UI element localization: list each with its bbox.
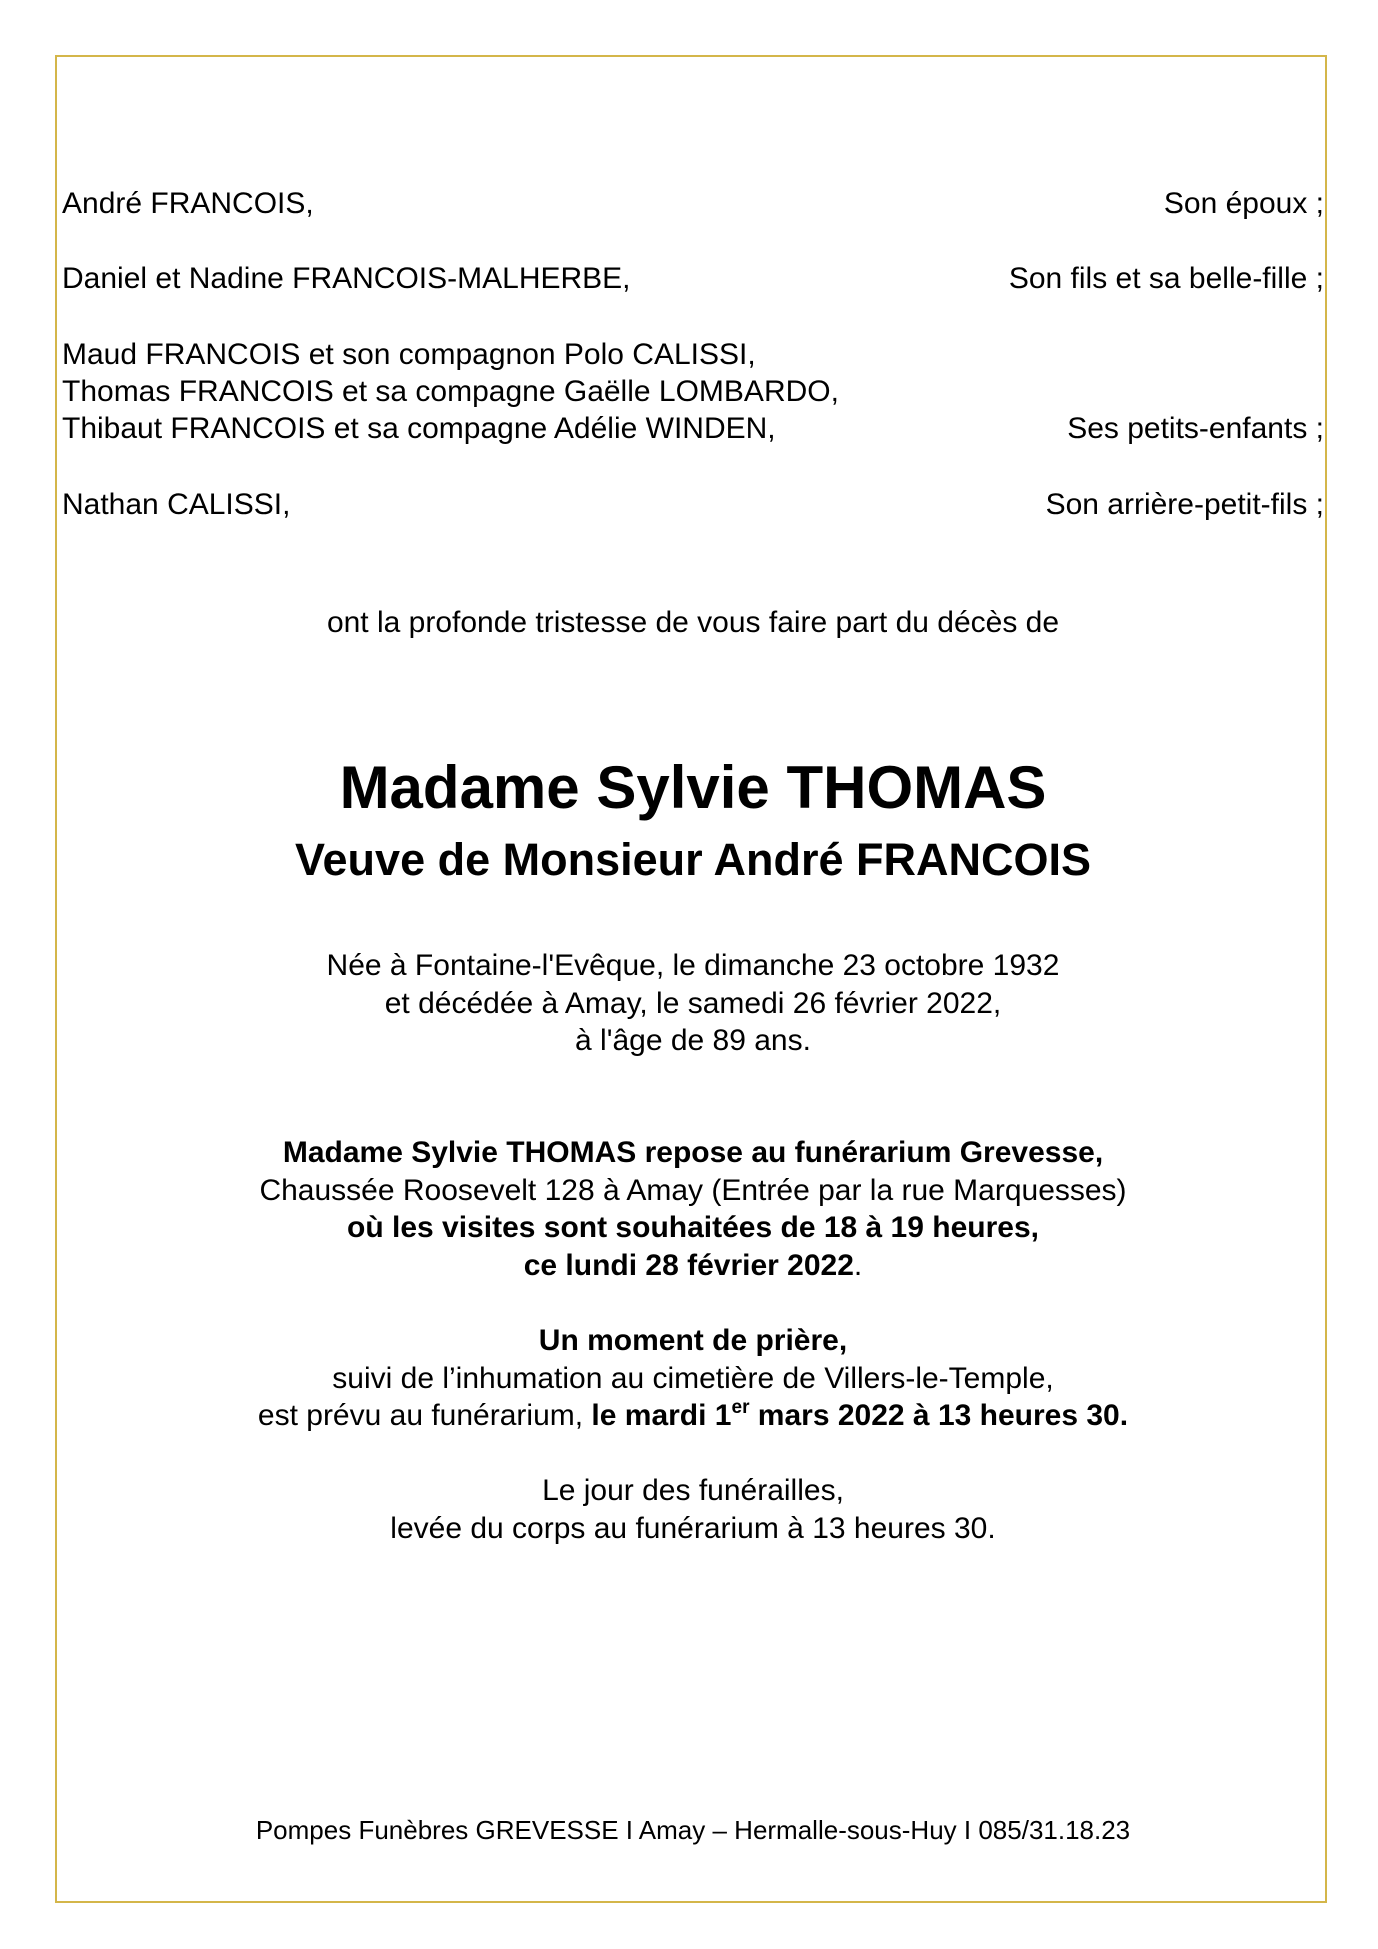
prayer-block: Un moment de prière, suivi de l’inhumation au cimetière de Villers-le-Temple, est prévu au funérarium, le mardi 1er mars 2022 à 13 heures 30. bbox=[257, 1324, 1129, 1432]
family-names: Maud FRANCOIS et son compagnon Polo CALISSI, Thomas FRANCOIS et sa compagne Gaëlle LOMBARDO, Thibaut FRANCOIS et sa compagne Adélie WINDEN, bbox=[62, 338, 839, 445]
family-relation: Ses petits-enfants ; bbox=[1067, 412, 1324, 445]
family-row-grandchildren bbox=[62, 336, 1324, 447]
announcement-intro: ont la profonde tristesse de vous faire part du décès de bbox=[326, 606, 1060, 639]
family-relation: Son fils et sa belle-fille ; bbox=[1008, 262, 1324, 295]
family-names: Daniel et Nadine FRANCOIS-MALHERBE, bbox=[62, 262, 631, 295]
family-row-spouse bbox=[62, 185, 1324, 222]
family-names: André FRANCOIS, bbox=[62, 187, 314, 220]
deceased-name: Madame Sylvie THOMAS bbox=[339, 754, 1047, 821]
funeral-home-footer: Pompes Funèbres GREVESSE I Amay – Hermalle-sous-Huy I 085/31.18.23 bbox=[255, 1815, 1131, 1845]
family-relation: Son époux ; bbox=[1163, 187, 1324, 220]
family-row-great-grandchild bbox=[62, 486, 1324, 523]
funeral-day-block: Le jour des funérailles, levée du corps au funérarium à 13 heures 30. bbox=[390, 1474, 996, 1545]
family-row-son bbox=[62, 260, 1324, 297]
family-names: Nathan CALISSI, bbox=[62, 488, 291, 521]
deceased-subtitle: Veuve de Monsieur André FRANCOIS bbox=[295, 834, 1091, 885]
visitation-block: Madame Sylvie THOMAS repose au funérarium Grevesse, Chaussée Roosevelt 128 à Amay (Entrée par la rue Marquesses) où les visites sont souhaitées de 18 à 19 heures, ce lundi 28 février 2022. bbox=[259, 1136, 1127, 1282]
birth-death-block: Née à Fontaine-l'Evêque, le dimanche 23 octobre 1932 et décédée à Amay, le samedi 26 février 2022, à l'âge de 89 ans. bbox=[326, 949, 1060, 1057]
family-relation: Son arrière-petit-fils ; bbox=[1045, 488, 1324, 521]
